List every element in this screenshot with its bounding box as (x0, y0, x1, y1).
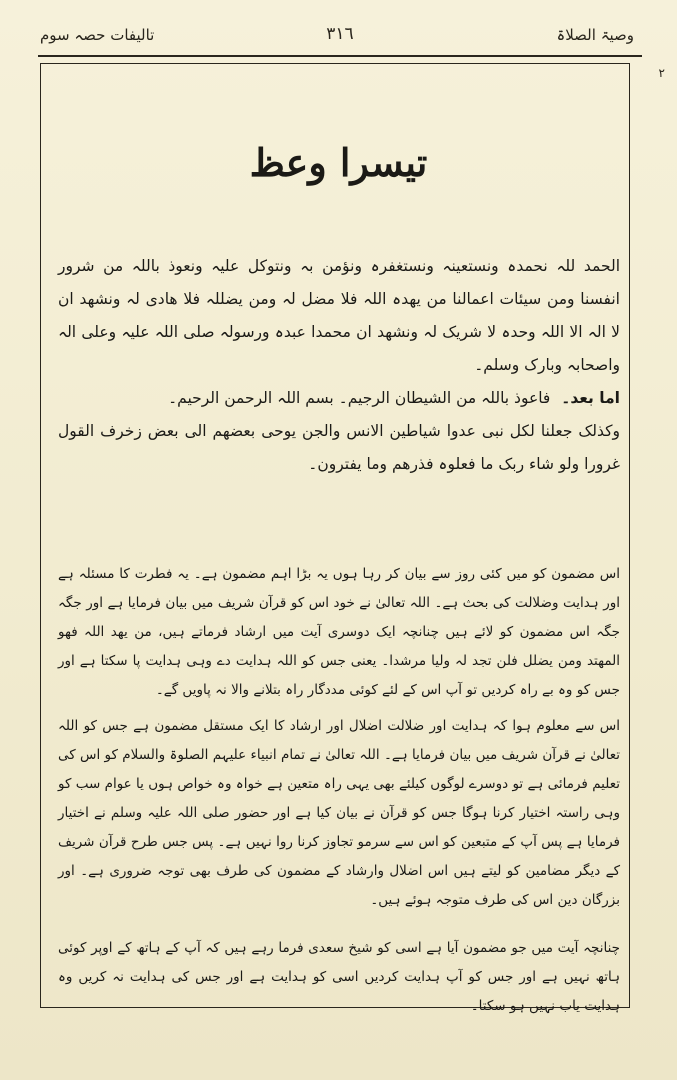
page-header (40, 22, 640, 56)
amma-baad-label: اما بعد۔ (561, 389, 620, 407)
amma-baad-line (58, 382, 620, 415)
arabic-khutba (58, 250, 620, 540)
quran-verse: وکذلک جعلنا لکل نبی عدوا شیاطین الانس والجن یوحی بعضھم الی بعض زخرف القول غرورا ولو شاء ربک ما فعلوہ فذرھم وما یفترون۔ (58, 422, 620, 473)
sermon-title: تیسرا وعظ (249, 140, 428, 185)
amma-baad-text: فاعوذ باللہ من الشیطان الرجیم۔ بسم اللہ الرحمن الرحیم۔ (168, 389, 551, 407)
running-title-right: وصیۃ الصلاۃ (556, 26, 634, 44)
paragraph: اس سے معلوم ہوا کہ ہدایت اور ضلالت اضلال اور ارشاد کا ایک مستقل مضمون ہے جس کو اللہ تعالیٰ نے قرآن شریف میں بیان فرمایا ہے۔ اللہ تعالیٰ نے تمام انبیاء علیہم الصلوۃ والسلام کو اس کی تعلیم فرمائی ہے تو دوسرے لوگوں کیلئے بھی یہی راہ متعین ہے خواہ وہ خواص ہوں یا عوام سب کو وہی راستہ اختیار کرنا ہوگا جس کو قرآن نے بیان کیا ہے اور حضور صلی اللہ علیہ وسلم نے اختیار فرمایا ہے پس آپ کے متبعین کو اس سے سرمو تجاوز کرنا روا نہیں ہے۔ پس جس طرح قرآن شریف کے دیگر مضامین کو لیتے ہیں اس اضلال وارشاد کے مضمون کی طرف بھی توجہ ضروری ہے۔ اور بزرگان دین اس کی طرف متوجہ ہوئے ہیں۔ (58, 718, 620, 908)
paragraph: چنانچہ آیت میں جو مضمون آیا ہے اسی کو شیخ سعدی فرما رہے ہیں کہ آپ کے ہاتھ کے اوپر کوئی ہاتھ نہیں ہے اور جس کو آپ ہدایت کردیں اسی کو ہدایت ہے اور جس کی ہدایت نہ کریں وہ ہدایت یاب نہیں ہو سکتا۔ (58, 940, 620, 1014)
header-rule (38, 55, 642, 57)
paragraph: اس مضمون کو میں کئی روز سے بیان کر رہا ہوں یہ بڑا اہم مضمون ہے۔ یہ فطرت کا مسئلہ ہے اور ہدایت وضلالت کی بحث ہے۔ اللہ تعالیٰ نے خود اس کو قرآن شریف میں بیان فرمایا ہے اور جگہ جگہ اس مضمون کو لائے ہیں چنانچہ ایک دوسری آیت میں ارشاد فرماتے ہیں، من یھد اللہ فھو المھتد ومن یضلل فلن تجد لہ ولیا مرشدا۔ یعنی جس کو اللہ ہدایت دے وہی ہدایت پا سکتا ہے اور جس کو وہ بے راہ کردیں تو آپ اس کے لئے کوئی مددگار راہ بتلانے والا نہ پاویں گے۔ (58, 566, 620, 698)
khutba-text: الحمد للہ نحمدہ ونستعینہ ونستغفرہ ونؤمن بہ ونتوکل علیہ ونعوذ باللہ من شرور انفسنا ومن سیئات اعمالنا من یھدہ اللہ فلا مضل لہ ومن یضللہ فلا ھادی لہ ونشھد ان لا الہ الا اللہ وحدہ لا شریک لہ ونشھد ان محمدا عبدہ ورسولہ صلی اللہ علیہ وعلی الہ واصحابہ وبارک وسلم۔ (58, 257, 620, 374)
page-number: ٣١٦ (326, 24, 354, 44)
running-title-left: تالیفات حصہ سوم (40, 26, 155, 44)
margin-mark: ۲ (658, 66, 665, 80)
